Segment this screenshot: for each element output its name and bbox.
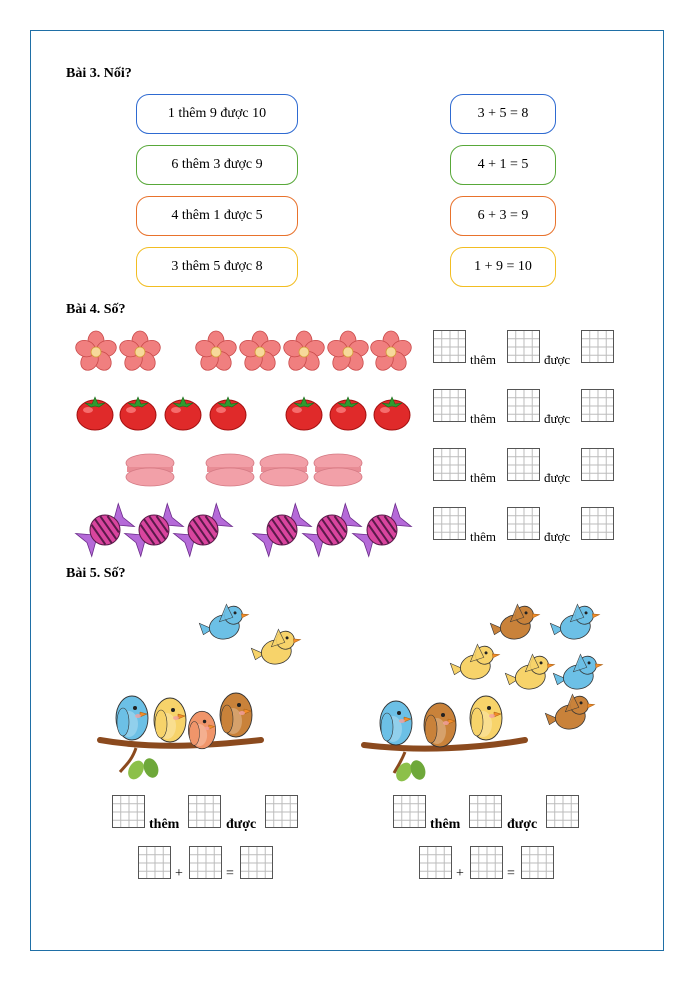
answer-box[interactable] bbox=[393, 795, 426, 828]
tomato-row bbox=[70, 388, 415, 436]
flower-row bbox=[70, 328, 415, 376]
plus-sign: + bbox=[175, 866, 183, 881]
answer-box[interactable] bbox=[189, 846, 222, 879]
birds-picture-right bbox=[360, 590, 610, 785]
flying-bird-icon bbox=[551, 651, 606, 693]
plus-sign: + bbox=[456, 866, 464, 881]
answer-box[interactable] bbox=[433, 507, 466, 540]
answer-box[interactable] bbox=[521, 846, 554, 879]
flower-icon bbox=[118, 331, 163, 374]
answer-box[interactable] bbox=[581, 389, 614, 422]
candy-icon bbox=[125, 504, 184, 557]
flying-bird-icon bbox=[543, 691, 598, 733]
candy-icon bbox=[353, 504, 412, 557]
flying-bird-icon bbox=[197, 601, 252, 643]
bai4-heading: Bài 4. Số? bbox=[66, 302, 126, 317]
candy-row bbox=[70, 504, 415, 556]
duoc-label: được bbox=[544, 352, 571, 367]
left-card-2[interactable]: 6 thêm 3 được 9 bbox=[136, 145, 298, 185]
right-card-2[interactable]: 4 + 1 = 5 bbox=[450, 145, 556, 185]
duoc-label: được bbox=[544, 529, 571, 544]
flying-bird-icon bbox=[548, 601, 603, 643]
them-label: thêm bbox=[149, 817, 180, 832]
perched-bird-icon bbox=[380, 701, 412, 745]
tomato-icon bbox=[120, 397, 156, 430]
duoc-label: được bbox=[544, 470, 571, 485]
right-card-1[interactable]: 3 + 5 = 8 bbox=[450, 94, 556, 134]
macaron-icon bbox=[126, 454, 174, 486]
answer-box[interactable] bbox=[470, 846, 503, 879]
left-card-3[interactable]: 4 thêm 1 được 5 bbox=[136, 196, 298, 236]
perched-bird-icon bbox=[188, 711, 215, 748]
birds-picture-left bbox=[96, 590, 311, 785]
flower-icon bbox=[326, 331, 371, 374]
answer-box[interactable] bbox=[240, 846, 273, 879]
them-label: thêm bbox=[470, 529, 496, 544]
macaron-row bbox=[70, 448, 415, 496]
tomato-icon bbox=[77, 397, 113, 430]
tomato-icon bbox=[286, 397, 322, 430]
answer-box[interactable] bbox=[507, 448, 540, 481]
flower-icon bbox=[282, 331, 327, 374]
perched-bird-icon bbox=[220, 693, 252, 737]
answer-box[interactable] bbox=[419, 846, 452, 879]
candy-icon bbox=[174, 504, 233, 557]
answer-box[interactable] bbox=[433, 448, 466, 481]
flying-bird-icon bbox=[488, 601, 543, 643]
answer-box[interactable] bbox=[507, 330, 540, 363]
answer-box[interactable] bbox=[433, 330, 466, 363]
bai5-heading: Bài 5. Số? bbox=[66, 566, 126, 581]
right-card-4[interactable]: 1 + 9 = 10 bbox=[450, 247, 556, 287]
answer-box[interactable] bbox=[581, 448, 614, 481]
bai3-heading: Bài 3. Nối? bbox=[66, 66, 132, 81]
answer-box[interactable] bbox=[265, 795, 298, 828]
duoc-label: được bbox=[544, 411, 571, 426]
flower-icon bbox=[74, 331, 119, 374]
answer-box[interactable] bbox=[433, 389, 466, 422]
flying-bird-icon bbox=[503, 651, 558, 693]
answer-box[interactable] bbox=[581, 507, 614, 540]
them-label: thêm bbox=[470, 411, 496, 426]
tomato-icon bbox=[210, 397, 246, 430]
duoc-label: được bbox=[226, 817, 257, 832]
flower-icon bbox=[194, 331, 239, 374]
tomato-icon bbox=[165, 397, 201, 430]
macaron-icon bbox=[314, 454, 362, 486]
answer-box[interactable] bbox=[469, 795, 502, 828]
answer-box[interactable] bbox=[581, 330, 614, 363]
answer-box[interactable] bbox=[112, 795, 145, 828]
candy-icon bbox=[303, 504, 362, 557]
candy-icon bbox=[253, 504, 312, 557]
flying-bird-icon bbox=[448, 641, 503, 683]
flower-icon bbox=[238, 331, 283, 374]
them-label: thêm bbox=[470, 470, 496, 485]
left-card-1[interactable]: 1 thêm 9 được 10 bbox=[136, 94, 298, 134]
candy-icon bbox=[76, 504, 135, 557]
perched-bird-icon bbox=[154, 698, 186, 742]
perched-bird-icon bbox=[116, 696, 148, 740]
flower-icon bbox=[369, 331, 414, 374]
macaron-icon bbox=[260, 454, 308, 486]
perched-bird-icon bbox=[470, 696, 502, 740]
perched-bird-icon bbox=[424, 703, 456, 747]
flying-bird-icon bbox=[249, 626, 304, 668]
answer-box[interactable] bbox=[188, 795, 221, 828]
right-card-3[interactable]: 6 + 3 = 9 bbox=[450, 196, 556, 236]
answer-box[interactable] bbox=[507, 389, 540, 422]
answer-box[interactable] bbox=[138, 846, 171, 879]
them-label: thêm bbox=[430, 817, 461, 832]
equals-sign: = bbox=[507, 866, 515, 881]
answer-box[interactable] bbox=[507, 507, 540, 540]
duoc-label: được bbox=[507, 817, 538, 832]
answer-box[interactable] bbox=[546, 795, 579, 828]
equals-sign: = bbox=[226, 866, 234, 881]
them-label: thêm bbox=[470, 352, 496, 367]
tomato-icon bbox=[330, 397, 366, 430]
tomato-icon bbox=[374, 397, 410, 430]
macaron-icon bbox=[206, 454, 254, 486]
left-card-4[interactable]: 3 thêm 5 được 8 bbox=[136, 247, 298, 287]
